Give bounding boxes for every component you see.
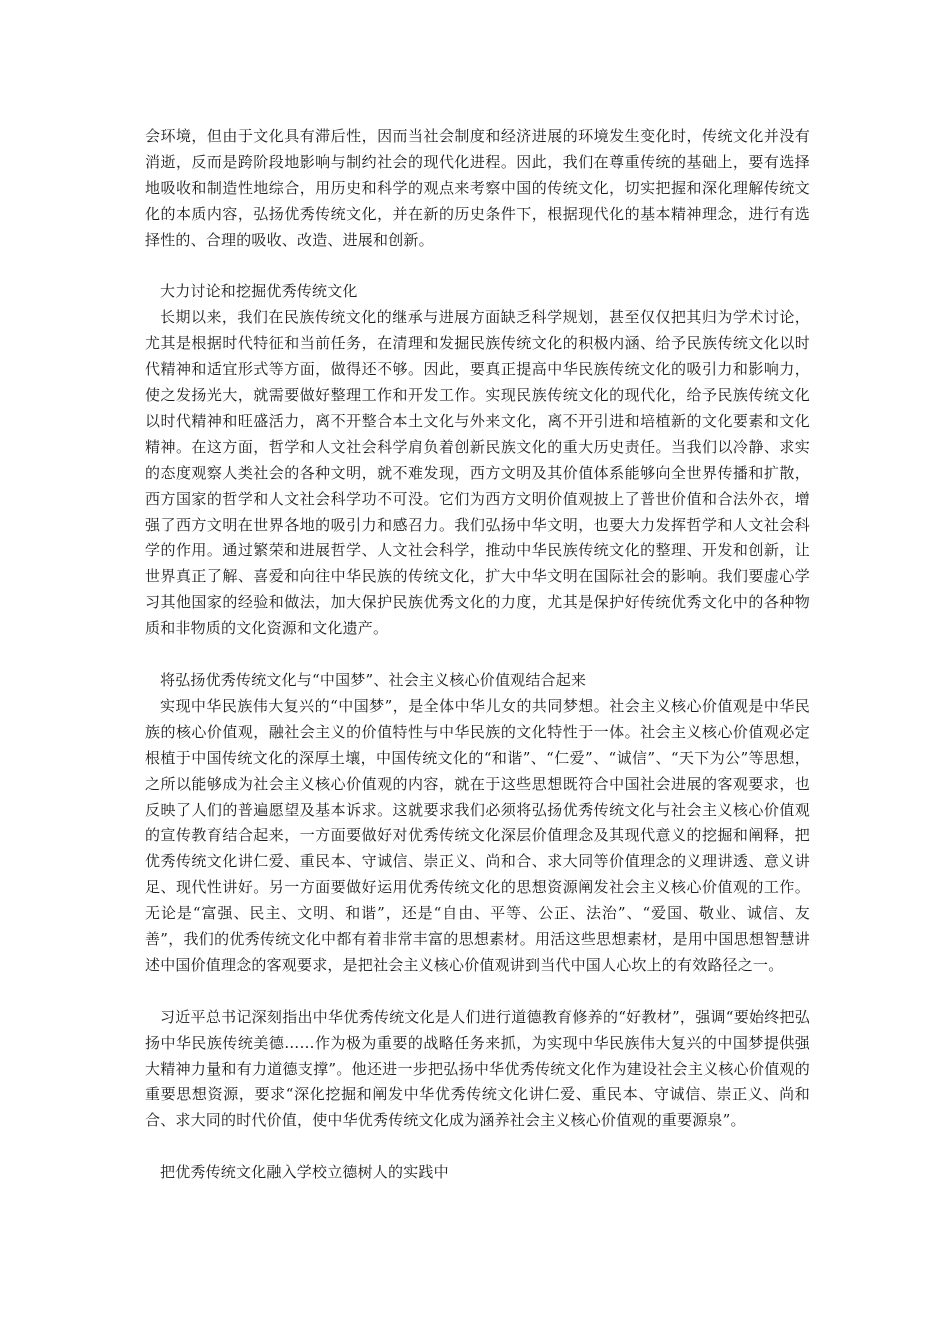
paragraph-gap [145, 642, 810, 668]
document-body [145, 124, 810, 1186]
paragraph-gap [145, 1134, 810, 1160]
section-heading-school-practice: 把优秀传统文化融入学校立德树人的实践中 [160, 1163, 449, 1182]
chinese-dream-paragraph: 实现中华民族伟大复兴的“中国梦”，是全体中华儿女的共同梦想。社会主义核心价值观是中华民族的核心价值观，融社会主义的价值特性与中华民族的文化特性于一体。社会主义核心价值观必定根植于中国传统文化的深厚土壤，中国传统文化的“和谐”、“仁爱”、“诚信”、“天下为公”等思想，之所以能够成为社会主义核心价值观的内容，就在于这些思想既符合中国社会进展的客观要求，也反映了人们的普遍愿望及基本诉求。这就要求我们必须将弘扬优秀传统文化与社会主义核心价值观的宣传教育结合起来，一方面要做好对优秀传统文化深层价值理念及其现代意义的挖掘和阐释，把优秀传统文化讲仁爱、重民本、守诚信、崇正义、尚和合、求大同等价值理念的义理讲透、意义讲足、现代性讲好。另一方面要做好运用优秀传统文化的思想资源阐发社会主义核心价值观的工作。无论是“富强、民主、文明、和谐”，还是“自由、平等、公正、法治”、“爱国、敬业、诚信、友善”，我们的优秀传统文化中都有着非常丰富的思想素材。用活这些思想素材，是用中国思想智慧讲述中国价值理念的客观要求，是把社会主义核心价值观讲到当代中国人心坎上的有效路径之一。 [145, 696, 810, 974]
research-paragraph: 长期以来，我们在民族传统文化的继承与进展方面缺乏科学规划，甚至仅仅把其归为学术讨论，尤其是根据时代特征和当前任务，在清理和发掘民族传统文化的积极内涵、给予民族传统文化以时代精神和适宜形式等方面，做得还不够。因此，要真正提高中华民族传统文化的吸引力和影响力，使之发扬光大，就需要做好整理工作和开发工作。实现民族传统文化的现代化，给予民族传统文化以时代精神和旺盛活力，离不开整合本土文化与外来文化，离不开引进和培植新的文化要素和文化精神。在这方面，哲学和人文社会科学肩负着创新民族文化的重大历史责任。当我们以冷静、求实的态度观察人类社会的各种文明，就不难发现，西方文明及其价值体系能够向全世界传播和扩散，西方国家的哲学和人文社会科学功不可没。它们为西方文明价值观披上了普世价值和合法外衣，增强了西方文明在世界各地的吸引力和感召力。我们弘扬中华文明，也要大力发挥哲学和人文社会科学的作用。通过繁荣和进展哲学、人文社会科学，推动中华民族传统文化的整理、开发和创新，让世界真正了解、喜爱和向往中华民族的传统文化，扩大中华文明在国际社会的影响。我们要虚心学习其他国家的经验和做法，加大保护民族优秀文化的力度，尤其是保护好传统优秀文化中的各种物质和非物质的文化资源和文化遗产。 [145, 308, 810, 638]
section-heading-chinese-dream: 将弘扬优秀传统文化与“中国梦”、社会主义核心价值观结合起来 [160, 671, 587, 689]
xi-quote-paragraph: 习近平总书记深刻指出中华优秀传统文化是人们进行道德教育修养的“好教材”，强调“要始终把弘扬中华民族传统美德……作为极为重要的战略任务来抓，为实现中华民族伟大复兴的中国梦提供强大精神力量和有力道德支撑”。他还进一步把弘扬中华优秀传统文化作为建设社会主义核心价值观的重要思想资源，要求“深化挖掘和阐发中华优秀传统文化讲仁爱、重民本、守诚信、崇正义、尚和合、求大同的时代价值，使中华优秀传统文化成为涵养社会主义核心价值观的重要源泉”。 [145, 1007, 810, 1130]
section-heading-research: 大力讨论和挖掘优秀传统文化 [160, 282, 358, 301]
paragraph-gap [145, 979, 810, 1005]
intro-paragraph: 会环境，但由于文化具有滞后性，因而当社会制度和经济进展的环境发生变化时，传统文化并没有消逝，反而是跨阶段地影响与制约社会的现代化进程。因此，我们在尊重传统的基础上，要有选择地吸收和制造性地综合，用历史和科学的观点来考察中国的传统文化，切实把握和深化理解传统文化的本质内容，弘扬优秀传统文化，并在新的历史条件下，根据现代化的基本精神理念，进行有选择性的、合理的吸收、改造、进展和创新。 [145, 127, 810, 249]
paragraph-gap [145, 254, 810, 280]
